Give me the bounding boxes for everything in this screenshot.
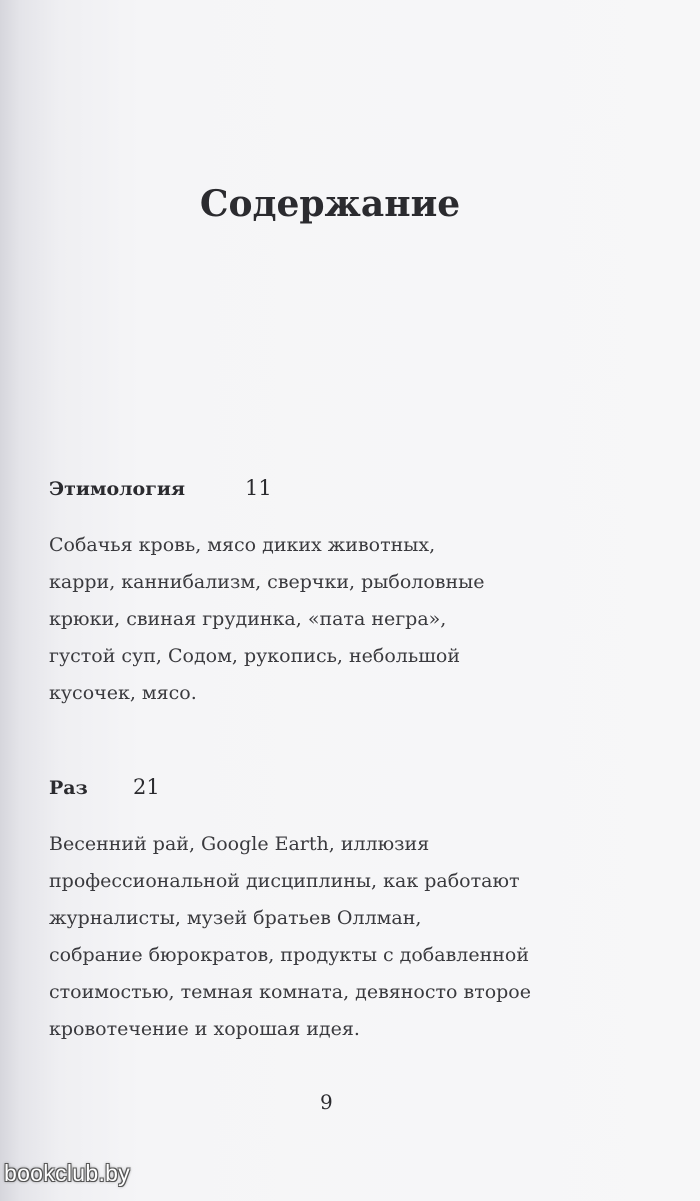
toc-entry-page: 21 bbox=[133, 775, 160, 799]
description-line: карри, каннибализм, сверчки, рыболовные bbox=[49, 571, 485, 593]
toc-entry-title: Этимология bbox=[49, 478, 185, 500]
toc-entry-page: 11 bbox=[245, 476, 272, 500]
page-number: 9 bbox=[320, 1090, 333, 1114]
description-line: крюки, свиная грудинка, «пата негра», bbox=[49, 608, 447, 630]
description-line: густой суп, Содом, рукопись, небольшой bbox=[49, 645, 460, 667]
description-line: профессиональной дисциплины, как работают bbox=[49, 870, 520, 892]
page-title: Содержание bbox=[199, 183, 461, 225]
description-line: кровотечение и хорошая идея. bbox=[49, 1018, 360, 1040]
description-line: стоимостью, темная комната, девяносто второе bbox=[49, 981, 531, 1003]
toc-entry-once bbox=[49, 772, 531, 1048]
toc-entry-heading bbox=[49, 473, 519, 503]
description-line: журналисты, музей братьев Оллман, bbox=[49, 907, 422, 929]
toc-entry-heading bbox=[49, 772, 519, 802]
description-line: собрание бюрократов, продукты с добавленной bbox=[49, 944, 530, 966]
site-watermark: bookclub.by bbox=[4, 1160, 131, 1186]
toc-entry-etymology bbox=[49, 473, 519, 712]
toc-entry-description bbox=[49, 527, 519, 712]
description-line: Собачья кровь, мясо диких животных, bbox=[49, 534, 436, 556]
toc-entry-title: Раз bbox=[49, 777, 88, 799]
toc-entry-description bbox=[49, 826, 531, 1048]
description-line: кусочек, мясо. bbox=[49, 682, 197, 704]
description-line: Весенний рай, Google Earth, иллюзия bbox=[49, 833, 430, 855]
